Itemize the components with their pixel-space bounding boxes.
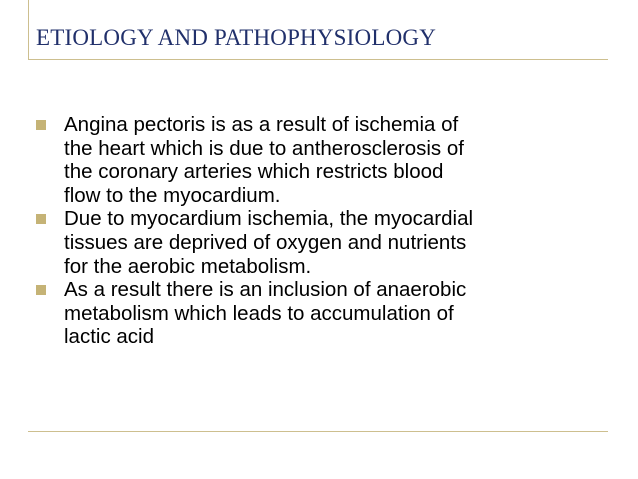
bullet-item bbox=[36, 207, 606, 278]
square-bullet-icon bbox=[36, 120, 46, 130]
bullet-line: lactic acid bbox=[64, 325, 155, 349]
bullet-item bbox=[36, 278, 606, 349]
bullet-line: flow to the myocardium. bbox=[64, 183, 281, 207]
bullet-line: the heart which is due to antherosclerosis of bbox=[64, 136, 464, 160]
square-bullet-icon bbox=[36, 285, 46, 295]
bullet-line: the coronary arteries which restricts blood bbox=[64, 160, 444, 184]
square-bullet-icon bbox=[36, 214, 46, 224]
bullet-line: Angina pectoris is as a result of ischemia of bbox=[64, 113, 459, 136]
bullet-line: metabolism which leads to accumulation of bbox=[64, 301, 454, 325]
bullet-line: for the aerobic metabolism. bbox=[64, 254, 312, 278]
bullet-item bbox=[36, 113, 606, 207]
frame-vertical-line bbox=[28, 0, 29, 60]
bullet-line: Due to myocardium ischemia, the myocardial bbox=[64, 207, 474, 231]
bullet-line: tissues are deprived of oxygen and nutrients bbox=[64, 230, 467, 254]
bullet-line: As a result there is an inclusion of anaerobic bbox=[64, 278, 467, 302]
slide-title: ETIOLOGY AND PATHOPHYSIOLOGY bbox=[36, 25, 437, 50]
title-underline bbox=[28, 59, 608, 60]
footer-line bbox=[28, 431, 608, 432]
bullet-list bbox=[36, 113, 606, 349]
